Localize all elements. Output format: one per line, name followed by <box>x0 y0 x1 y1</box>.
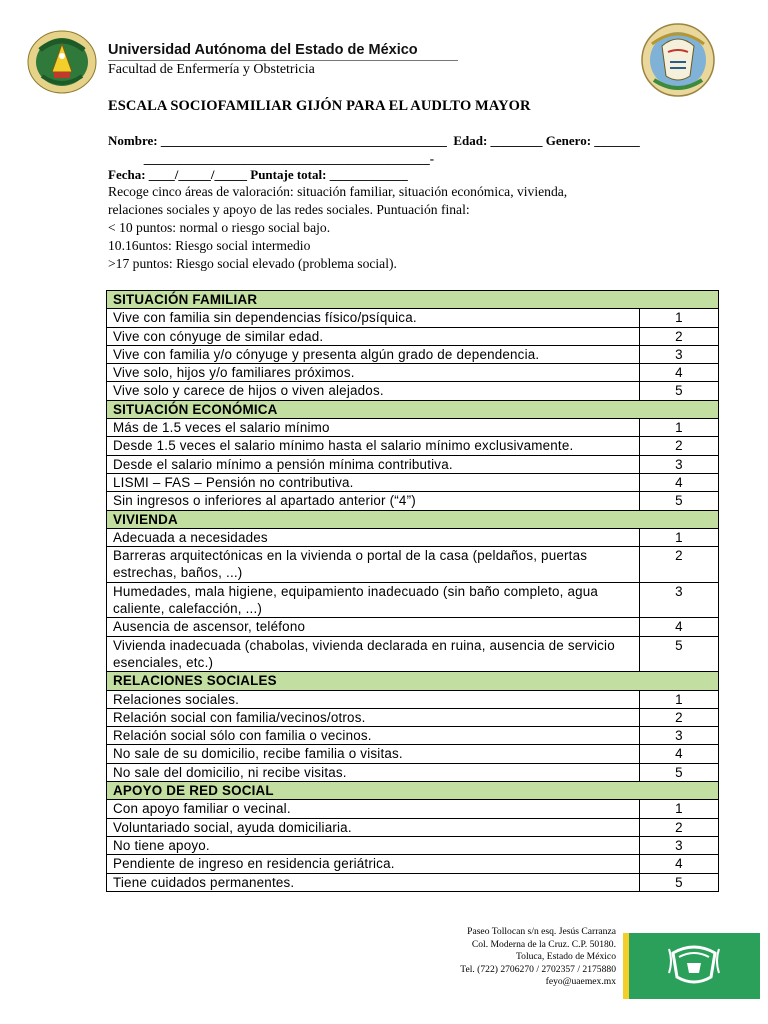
section-title: RELACIONES SOCIALES <box>107 672 719 690</box>
section-header-row <box>107 782 719 800</box>
description-line: < 10 puntos: normal o riesgo social bajo. <box>108 220 331 235</box>
item-text: Vive solo, hijos y/o familiares próximos. <box>107 364 640 382</box>
table-row <box>107 327 719 345</box>
table-row <box>107 473 719 491</box>
section-title: VIVIENDA <box>107 510 719 528</box>
item-text: Vive con familia sin dependencias físico/psíquica. <box>107 309 640 327</box>
item-score: 2 <box>640 437 719 455</box>
item-score: 3 <box>640 727 719 745</box>
item-score: 5 <box>640 492 719 510</box>
item-score: 2 <box>640 708 719 726</box>
item-text: LISMI – FAS – Pensión no contributiva. <box>107 473 640 491</box>
form-line-date-score: Fecha: ____/_____/_____ Puntaje total: ____________ <box>108 167 408 182</box>
table-row <box>107 309 719 327</box>
item-score: 4 <box>640 364 719 382</box>
item-text: Más de 1.5 veces el salario mínimo <box>107 419 640 437</box>
table-row <box>107 528 719 546</box>
item-text: Barreras arquitectónicas en la vivienda o portal de la casa (peldaños, puertas estrechas, baños, ...) <box>107 547 640 583</box>
item-text: Con apoyo familiar o vecinal. <box>107 800 640 818</box>
item-score: 1 <box>640 419 719 437</box>
table-row <box>107 855 719 873</box>
item-score: 3 <box>640 455 719 473</box>
section-header-row <box>107 672 719 690</box>
scoring-description <box>108 183 668 273</box>
footer-brand-block <box>629 933 760 999</box>
item-text: Desde el salario mínimo a pensión mínima contributiva. <box>107 455 640 473</box>
faculty-name: Facultad de Enfermería y Obstetricia <box>108 62 315 77</box>
section-title: SITUACIÓN ECONÓMICA <box>107 400 719 418</box>
table-row <box>107 763 719 781</box>
footer-email: feyo@uaemex.mx <box>545 976 616 988</box>
item-score: 2 <box>640 818 719 836</box>
item-text: Vive solo y carece de hijos o viven alejados. <box>107 382 640 400</box>
table-row <box>107 818 719 836</box>
item-score: 3 <box>640 345 719 363</box>
section-title: SITUACIÓN FAMILIAR <box>107 291 719 309</box>
item-score: 4 <box>640 618 719 636</box>
section-header-row <box>107 291 719 309</box>
form-line-continuation: ____________________________________________- <box>108 151 435 166</box>
item-score: 4 <box>640 473 719 491</box>
item-text: Humedades, mala higiene, equipamiento inadecuado (sin baño completo, agua caliente, calefacción, ...) <box>107 582 640 618</box>
table-row <box>107 636 719 672</box>
description-line: >17 puntos: Riesgo social elevado (problema social). <box>108 256 397 271</box>
footer-address <box>420 926 616 989</box>
footer-line: Col. Moderna de la Cruz. C.P. 50180. <box>471 938 616 950</box>
item-text: No sale del domicilio, ni recibe visitas. <box>107 763 640 781</box>
table-row <box>107 745 719 763</box>
table-row <box>107 800 719 818</box>
section-header-row <box>107 510 719 528</box>
document-title: ESCALA SOCIOFAMILIAR GIJÓN PARA EL AUDLTO MAYOR <box>108 98 531 114</box>
description-line: 10.16untos: Riesgo social intermedio <box>108 238 311 253</box>
form-line-name-age-gender: Nombre: ____________________________________________ Edad: ________ Genero: _______ <box>108 133 640 148</box>
gijon-scale-table <box>106 290 719 892</box>
item-score: 3 <box>640 582 719 618</box>
item-text: Relación social con familia/vecinos/otros. <box>107 708 640 726</box>
faculty-emblem-logo <box>640 22 716 98</box>
table-row <box>107 618 719 636</box>
item-text: No tiene apoyo. <box>107 836 640 854</box>
table-row <box>107 547 719 583</box>
table-row <box>107 455 719 473</box>
table-row <box>107 364 719 382</box>
item-text: Desde 1.5 veces el salario mínimo hasta el salario mínimo exclusivamente. <box>107 437 640 455</box>
table-row <box>107 582 719 618</box>
table-row <box>107 437 719 455</box>
item-score: 1 <box>640 309 719 327</box>
item-text: Voluntariado social, ayuda domiciliaria. <box>107 818 640 836</box>
table-row <box>107 419 719 437</box>
table-row <box>107 836 719 854</box>
item-text: Vivienda inadecuada (chabolas, vivienda declarada en ruina, ausencia de servicio esenciales, etc.) <box>107 636 640 672</box>
item-text: No sale de su domicilio, recibe familia o visitas. <box>107 745 640 763</box>
table-row <box>107 690 719 708</box>
header-underline <box>108 60 458 61</box>
item-text: Sin ingresos o inferiores al apartado anterior (“4”) <box>107 492 640 510</box>
item-score: 5 <box>640 636 719 672</box>
table-row <box>107 382 719 400</box>
item-score: 1 <box>640 528 719 546</box>
section-header-row <box>107 400 719 418</box>
item-text: Pendiente de ingreso en residencia geriátrica. <box>107 855 640 873</box>
item-score: 2 <box>640 547 719 583</box>
item-text: Relación social sólo con familia o vecinos. <box>107 727 640 745</box>
item-text: Ausencia de ascensor, teléfono <box>107 618 640 636</box>
item-text: Vive con cónyuge de similar edad. <box>107 327 640 345</box>
item-text: Tiene cuidados permanentes. <box>107 873 640 891</box>
item-score: 5 <box>640 873 719 891</box>
item-score: 1 <box>640 690 719 708</box>
item-text: Adecuada a necesidades <box>107 528 640 546</box>
item-text: Relaciones sociales. <box>107 690 640 708</box>
description-line: relaciones sociales y apoyo de las redes sociales. Puntuación final: <box>108 202 470 217</box>
item-score: 4 <box>640 855 719 873</box>
item-score: 4 <box>640 745 719 763</box>
table-row <box>107 727 719 745</box>
item-score: 5 <box>640 763 719 781</box>
table-row <box>107 873 719 891</box>
university-name: Universidad Autónoma del Estado de México <box>108 42 418 58</box>
footer-line: Toluca, Estado de México <box>515 951 616 963</box>
footer-crest-icon <box>629 933 760 999</box>
table-row <box>107 345 719 363</box>
uaemex-crest-logo <box>26 28 98 96</box>
table-row <box>107 708 719 726</box>
footer-line: Tel. (722) 2706270 / 2702357 / 2175880 <box>460 963 616 975</box>
item-text: Vive con familia y/o cónyuge y presenta algún grado de dependencia. <box>107 345 640 363</box>
item-score: 3 <box>640 836 719 854</box>
section-title: APOYO DE RED SOCIAL <box>107 782 719 800</box>
table-row <box>107 492 719 510</box>
item-score: 2 <box>640 327 719 345</box>
item-score: 1 <box>640 800 719 818</box>
item-score: 5 <box>640 382 719 400</box>
footer-line: Paseo Tollocan s/n esq. Jesús Carranza <box>467 926 616 937</box>
description-line: Recoge cinco áreas de valoración: situación familiar, situación económica, vivienda, <box>108 184 568 199</box>
